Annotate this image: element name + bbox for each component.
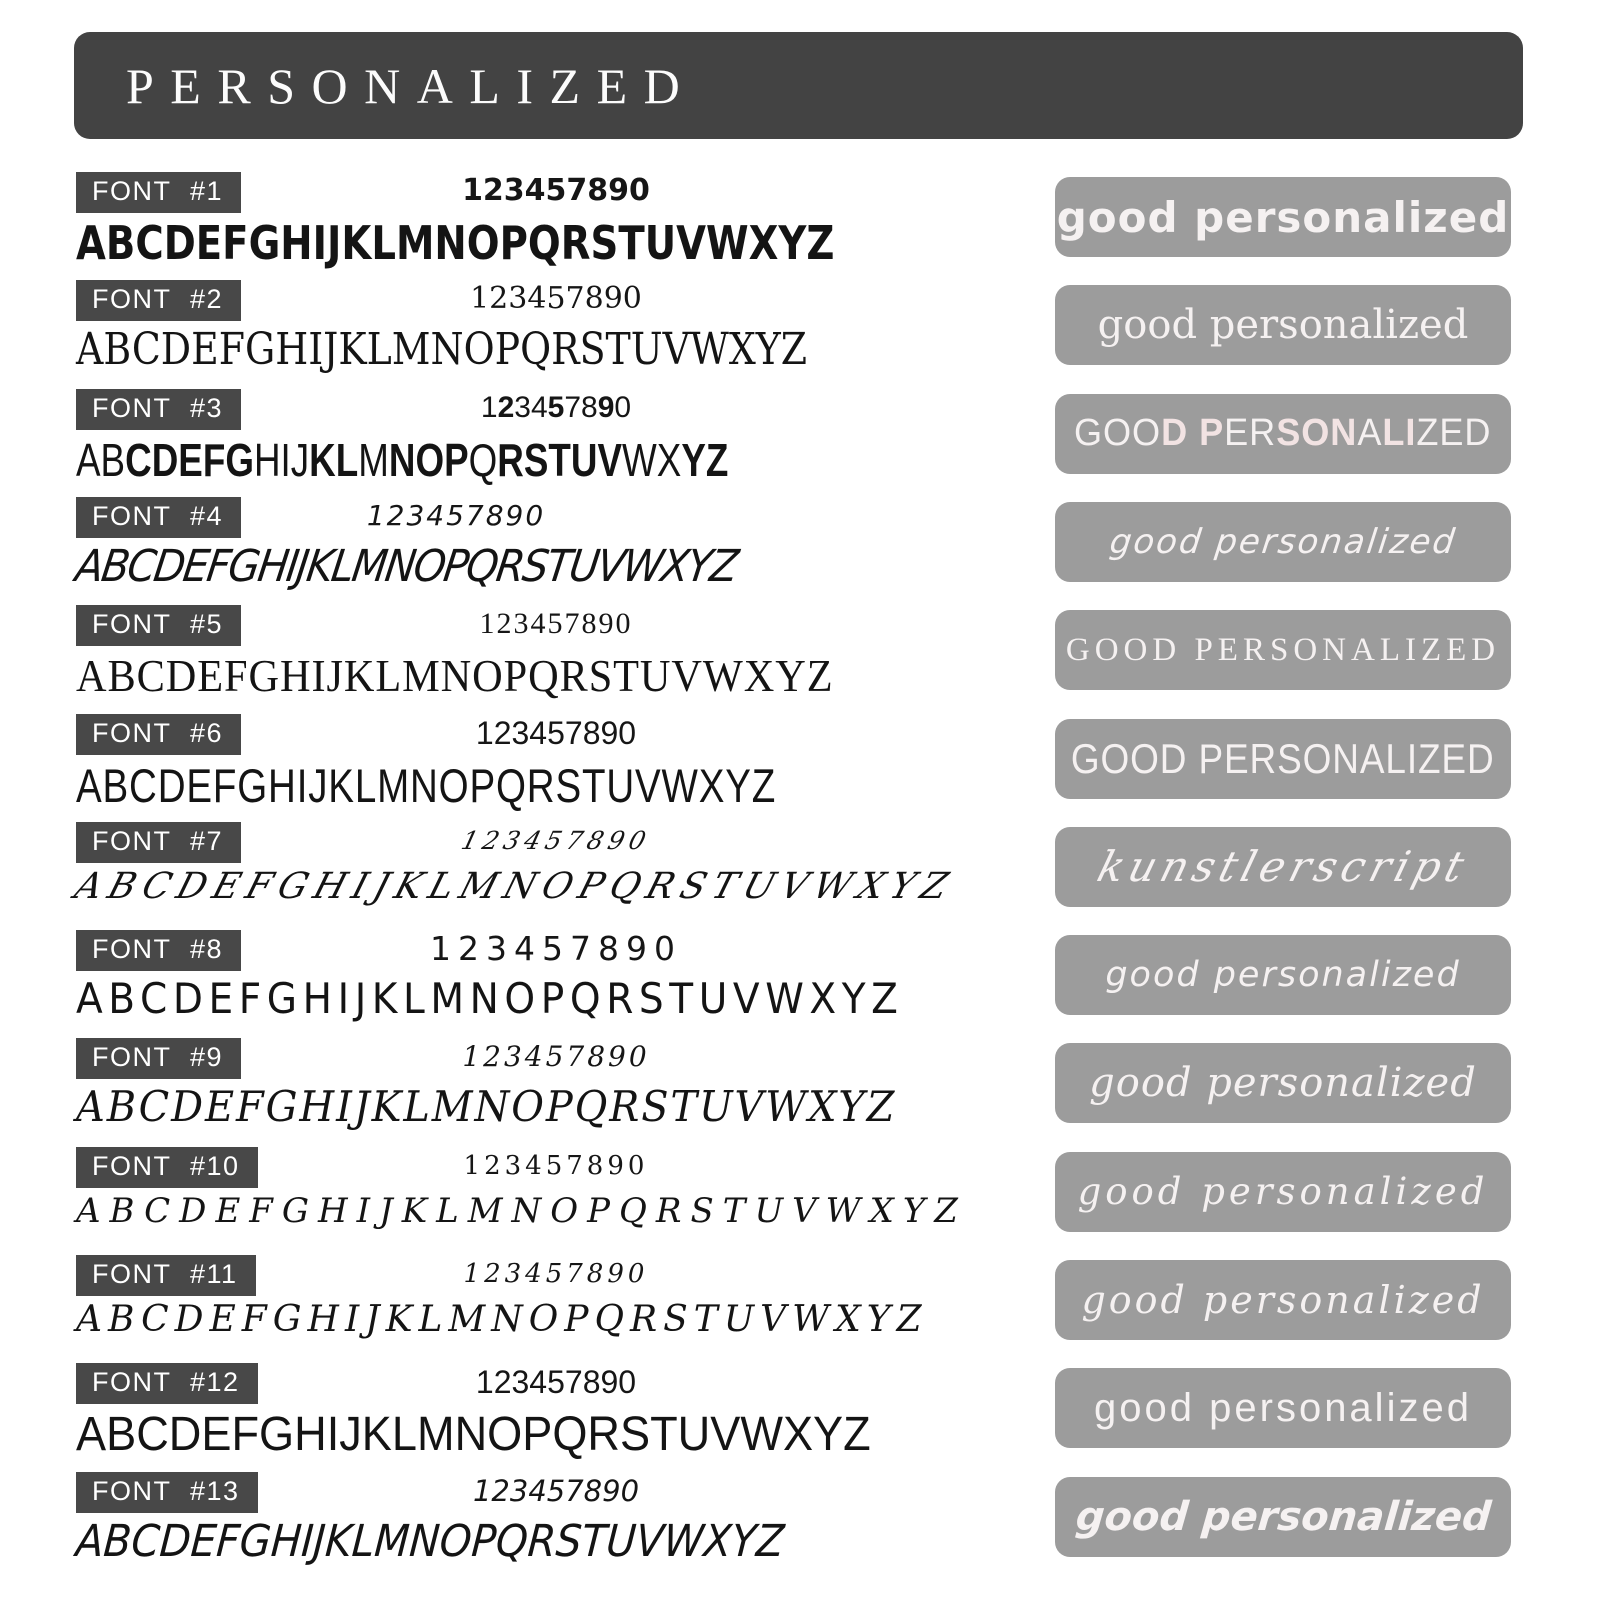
font-sample-text: good personalized: [1056, 192, 1510, 242]
font-sample-text: good personalized: [1107, 521, 1459, 562]
font-sample-box-10: [1055, 1152, 1511, 1232]
font-number-badge: FONT #7: [76, 822, 241, 863]
font-sample-box-5: [1055, 610, 1511, 690]
font-number-badge: FONT #8: [76, 930, 241, 971]
font-numbers-sample: 123457890: [462, 173, 650, 208]
font-number-badge: FONT #12: [76, 1363, 258, 1404]
font-alphabet-sample: ABCDEFGHIJKLMNOPQRSTUVWXYZ: [76, 1408, 871, 1462]
font-sample-text: good personalized: [1094, 1385, 1472, 1430]
font-row-7: [70, 822, 1006, 930]
font-sample-text: GOOD PERSONALIZED: [1074, 412, 1492, 455]
font-row-10: [76, 1147, 1006, 1255]
font-sample-text: good personalized: [1097, 302, 1469, 349]
font-row-12: [76, 1363, 1006, 1471]
font-row-4: [72, 497, 1006, 605]
font-row-13: [76, 1472, 1006, 1580]
font-number-badge: FONT #6: [76, 714, 241, 755]
page-title: PERSONALIZED: [126, 57, 697, 114]
font-numbers-sample: 123457890: [462, 1040, 650, 1074]
font-numbers-sample: 123457890: [480, 390, 632, 424]
font-number-badge: FONT #5: [76, 605, 241, 646]
font-numbers-sample: 123457890: [475, 1364, 637, 1401]
font-sample-box-4: [1055, 502, 1511, 582]
font-numbers-sample: 123457890: [479, 607, 633, 641]
header-bar: [74, 32, 1523, 139]
font-sample-box-3: [1055, 394, 1511, 474]
font-row-8: [76, 930, 1006, 1038]
font-number-badge: FONT #11: [76, 1255, 256, 1296]
font-sample-box-13: [1055, 1477, 1511, 1557]
font-alphabet-sample: ABCDEFGHIJKLMNOPQRSTUVWXYZ: [76, 1299, 928, 1340]
font-numbers-sample: 123457890: [472, 1473, 640, 1508]
font-number-badge: FONT #13: [76, 1472, 258, 1513]
font-sample-text: kunstlerscript: [1092, 842, 1474, 892]
font-alphabet-sample: ABCDEFGHIJKLMNOPQRSTUVWXYZ: [76, 216, 835, 270]
font-row-9: [76, 1038, 1006, 1146]
font-alphabet-sample: ABCDEFGHIJKLMNOPQRSTUVWXYZ: [72, 540, 740, 592]
font-sample-box-6: [1055, 719, 1511, 799]
font-sample-box-2: [1055, 285, 1511, 365]
font-alphabet-sample: ABCDEFGHIJKLMNOPQRSTUVWXYZ: [76, 1082, 897, 1132]
font-numbers-sample: 123457890: [463, 1150, 649, 1181]
font-row-1: [76, 172, 1006, 280]
font-alphabet-sample: ABCDEFGHIJKLMNOPQRSTUVWXYZ: [70, 865, 960, 907]
font-numbers-sample: 123457890: [458, 825, 654, 855]
font-sample-box-8: [1055, 935, 1511, 1015]
font-sample-text: good personalized: [1073, 1493, 1493, 1540]
font-numbers-sample: 123457890: [470, 281, 642, 317]
font-number-badge: FONT #2: [76, 280, 241, 321]
font-sample-box-7: [1055, 827, 1511, 907]
font-sample-text: GOOD PERSONALIZED: [1071, 734, 1495, 782]
font-row-6: [76, 714, 1006, 822]
font-alphabet-sample: ABCDEFGHIJKLMNOPQRSTUVWXYZ: [76, 433, 729, 486]
font-row-11: [76, 1255, 1006, 1363]
font-number-badge: FONT #4: [76, 497, 241, 538]
font-row-3: [76, 389, 1006, 497]
font-sample-text: good personalized: [1081, 1278, 1485, 1322]
font-sample-box-9: [1055, 1043, 1511, 1123]
font-alphabet-sample: ABCDEFGHIJKLMNOPQRSTUVWXYZ: [76, 974, 904, 1024]
font-alphabet-sample: ABCDEFGHIJKLMNOPQRSTUVWXYZ: [76, 1190, 967, 1231]
font-row-2: [76, 280, 1006, 388]
font-sample-text: good personalized: [1105, 955, 1461, 996]
font-number-badge: FONT #10: [76, 1147, 258, 1188]
font-number-badge: FONT #9: [76, 1038, 241, 1079]
font-sample-text: GOOD PERSONALIZED: [1065, 631, 1501, 668]
font-numbers-sample: 123457890: [463, 1259, 649, 1289]
font-alphabet-sample: ABCDEFGHIJKLMNOPQRSTUVWXYZ: [76, 758, 777, 812]
font-numbers-sample: 123457890: [430, 929, 682, 969]
font-alphabet-sample: ABCDEFGHIJKLMNOPQRSTUVWXYZ: [76, 650, 834, 702]
font-alphabet-sample: ABCDEFGHIJKLMNOPQRSTUVWXYZ: [76, 324, 808, 376]
font-sample-box-1: [1055, 177, 1511, 257]
font-number-badge: FONT #1: [76, 172, 241, 213]
font-sample-box-11: [1055, 1260, 1511, 1340]
font-row-5: [76, 605, 1006, 713]
font-sample-text: good personalized: [1077, 1170, 1489, 1214]
font-numbers-sample: 123457890: [366, 498, 546, 532]
font-alphabet-sample: ABCDEFGHIJKLMNOPQRSTUVWXYZ: [74, 1515, 786, 1567]
font-number-badge: FONT #3: [76, 389, 241, 430]
font-sample-text: good personalized: [1089, 1060, 1477, 1107]
font-numbers-sample: 123457890: [475, 714, 637, 751]
font-sample-box-12: [1055, 1368, 1511, 1448]
